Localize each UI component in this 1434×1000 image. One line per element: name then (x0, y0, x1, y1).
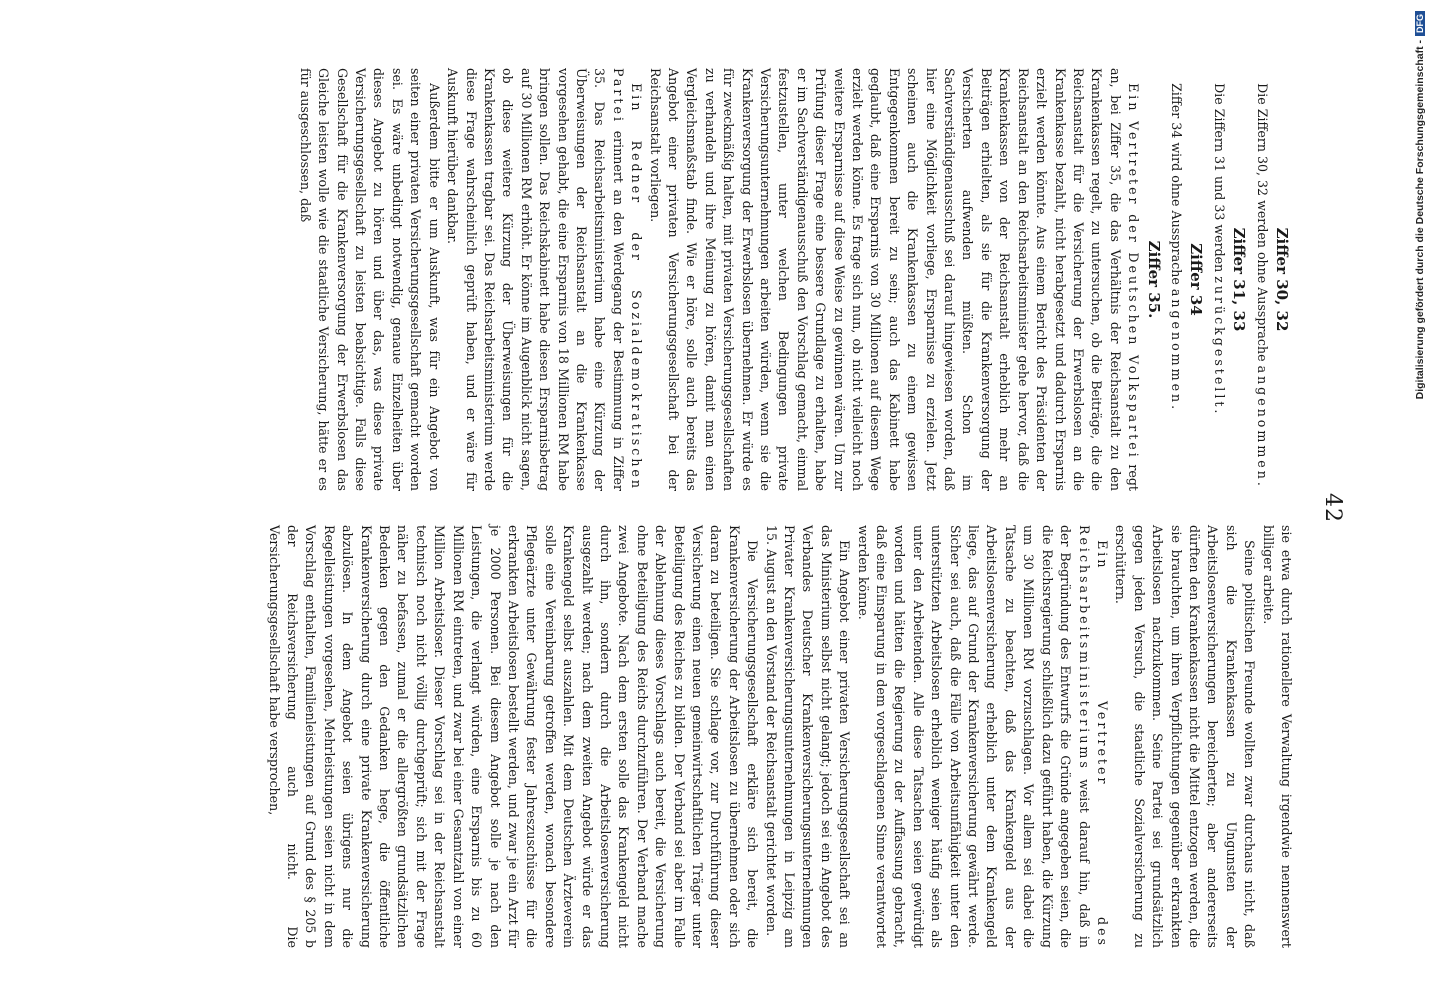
credit-text (1414, 11, 1426, 991)
page-number: 42 (1320, 493, 1345, 523)
text: erinnert an den Werdegang der Bestimmung in Ziffer 35. Das Reichsarbeitsministerium habe eine Kürzung der Überweisungen der Reichsanstalt an die Krankenkasse vorgesehen gehabt, die eine Ersparnis von 18 Millionen RM habe bringen sollen. Das Reichskabinett habe diesen Ersparnisbetrag auf 30 Millionen RM erhöht. Er könne im Augenblick nicht sagen, ob diese weitere Kürzung der Überweisungen für die Krankenkassen tragbar sei. Das Reichsarbeitsministerium werde diese Frage wahrscheinlich geprüft haben, und er wäre für Auskunft hierüber dankbar. (445, 68, 626, 491)
text-spaced: angenommen. (1254, 365, 1270, 489)
paragraph (645, 68, 1142, 491)
text: Die Ziffern 30, 32 werden ohne Aussprache (1254, 83, 1270, 362)
paragraph (443, 68, 645, 491)
scanned-page (90, 58, 1350, 958)
paragraph: Ein Angebot einer privaten Versicherungsgesellschaft sei an das Ministerium selbst nicht gelangt; jedoch sei ein Angebot des Verbandes Deutscher Krankenversicherungsunternehmungen Privater Krankenversicherungsunternehmungen in Leipzig am 15. August an den Vorstand der Reichsanstalt gerichtet worden. (763, 525, 853, 948)
text: weist darauf hin, daß in der Begründung des Entwurfs die Gründe angegeben seien, die die Reichsregierung schließlich dazu geführt haben, die Kürzung um 30 Millionen RM vorzuschlagen. Vor allem sei dabei die Tatsache zu beachten, daß das Krankengeld aus der Arbeitslosenversicherung erheblich unter dem Krankengeld liege, das auf Grund der Krankenversicherung gewährt werde. Sicher sei auch, daß die Fälle von Arbeitsunfähigkeit unter den unterstützten Arbeitslosen erheblich weniger häufig seien als unter den Arbeitenden. Alle diese Tatsachen seien gewürdigt worden und hätten die Regierung zu der Auffassung gebracht, daß eine Einsparung in dem vorgeschlagenen Sinne verantwortet werden könne. (855, 525, 1092, 948)
heading-ziffer-35: Ziffer 35. (1144, 240, 1163, 319)
paragraph (1167, 68, 1185, 491)
text-spaced: angenommen. (1168, 288, 1184, 413)
paragraph (1252, 68, 1270, 491)
speaker: Ein Vertreter des Reichsarbeitsministeriums (1076, 525, 1110, 948)
paragraph (853, 525, 1111, 948)
text: Die Ziffern 31 und 33 werden (1211, 83, 1227, 273)
left-column (100, 68, 1295, 491)
paragraph: Die Versicherungsgesellschaft erkläre sich bereit, die Krankenversicherung der Arbeitslosen zu übernehmen oder sich daran zu beteiligen. Sie schlage vor, zur Durchführung dieser Versicherung einen neuen gemeinwirtschaftlichen Träger unter Beteiligung des Reiches zu bilden. Der Verband sei aber im Falle der Ablehnung dieses Vorschlags auch bereit, die Versicherung ohne Beteiligung des Reichs durchzuführen. Der Verband mache zwei Angebote. Nach dem ersten solle das Krankengeld nicht durch ihn, sondern durch die Arbeitslosenversicherung ausgezahlt werden; nach dem zweiten Angebot würde er das Krankengeld selbst auszahlen. Mit dem Deutschen Ärzteverein solle eine Vereinbarung getroffen werden, wonach besondere Pflegeärzte unter Gewährung fester Jahreszuschüsse für die erkrankten Arbeitslosen bestellt werden, und zwar je ein Arzt für je 2000 Personen. Bei diesem Angebot solle je nach den Leistungen, die verlangt würden, eine Ersparnis bis zu 60 Millionen RM eintreten, und zwar bei einer Gesamtzahl von einer Million Arbeitsloser. Dieser Vorschlag sei in der Reichsanstalt technisch noch nicht völlig durchgeprüft; sich mit der Frage näher zu befassen, zumal er die allergrößten grundsätzlichen Bedenken gegen den Gedanken hege, die öffentliche Krankenversicherung durch eine private Krankenversicherung abzulösen. In dem Angebot seien übrigens nur die Regelleistungen vorgesehen, Mehrleistungen seien nicht in dem Vorschlag enthalten, Familienleistungen auf Grund des § 205 b der Reichsversicherung auch nicht. Die Versicherungsgesellschaft habe versprochen, (266, 525, 761, 948)
speaker: Ein Vertreter der Deutschen Volkspartei (1126, 83, 1142, 460)
heading-ziffer-30-32: Ziffer 30, 32 (1273, 227, 1291, 332)
paragraph: Seine politischen Freunde wollten zwar durchaus nicht, daß sich die Krankenkassen zu Ungunsten der Arbeitslosenversicherungen bereicherten; aber andererseits dürften den Krankenkassen nicht die Mittel entzogen werden, die sie brauchten, um ihren Verpflichtungen gegenüber erkrankten Arbeitslosen nachzukommen. Seine Partei sei grundsätzlich gegen jeden Versuch, die staatliche Sozialversicherung zu erschüttern. (1113, 525, 1258, 948)
page-content (95, 68, 1345, 948)
paragraph: sie etwa durch rationellere Verwaltung irgendwie nennenswert billiger arbeite. (1260, 525, 1294, 948)
digitization-credit (1412, 8, 1428, 993)
heading-ziffer-31-33: Ziffer 31, 33 (1230, 227, 1249, 332)
heading-ziffer-34: Ziffer 34 (1187, 243, 1206, 316)
paragraph (1209, 68, 1227, 491)
paragraph: Außerdem bitte er um Auskunft, was für ein Angebot von seiten einer privaten Versicherungsgesellschaft gemacht worden sei. Es wäre unbedingt notwendig, genaue Einzelheiten über dieses Angebot zu hören und über das, was diese private Versicherungsgesellschaft zu leisten beabsichtige. Falls diese Gesellschaft für die Krankenversorgung der Erwerbslosen das Gleiche leisten wolle wie die staatliche Versicherung, hätte er es für ausgeschlossen, daß (297, 68, 442, 491)
text: regt an, bei Ziffer 35, die das Verhältnis der Reichsanstalt zu den Krankenkassen regelt, zu untersuchen, ob die Beiträge, die die Reichsanstalt für die Versicherung der Erwerbslosen an die Krankenkasse bezahlt, nicht herabgesetzt und dadurch Ersparnis erzielt werden könnte. Aus einem Bericht des Präsidenten der Reichsanstalt an den Reichsarbeitsminister gehe hervor, daß die Krankenkassen von der Reichsanstalt erheblich mehr an Beiträgen erhielten, als sie für die Krankenversorgung der Versicherten aufwenden müßten. Schon im Sachverständigenausschuß sei darauf hingewiesen worden, daß hier eine Möglichkeit vorliege, Ersparnisse zu erzielen. Jetzt scheinen auch die Krankenkassen zu einem gewissen Entgegenkommen bereit zu sein; auch das Kabinett habe geglaubt, daß eine Ersparnis von 30 Millionen auf diesem Wege erzielt werden könne. Es frage sich nun, ob nicht vielleicht noch weitere Ersparnisse auf diese Weise zu gewinnen wären. Um zur Prüfung dieser Frage eine bessere Grundlage zu erhalten, habe er im Sachverständigenausschuß den Vorschlag gemacht, einmal festzustellen, unter welchen Bedingungen private Versicherungsunternehmungen arbeiten würden, wenn sie die Krankenversorgung der Erwerbslosen übernehmen. Er würde es für zweckmäßig halten, mit privaten Versicherungsgesellschaften zu verhandeln und ihre Meinung zu hören, damit man einen Vergleichsmaßstab finde. Wie er höre, solle auch bereits das Angebot einer privaten Versicherungsgesellschaft bei der Reichsanstalt vorliegen. (647, 68, 1142, 491)
text: Ziffer 34 wird ohne Aussprache (1168, 83, 1184, 285)
text-columns (100, 68, 1295, 948)
text-spaced: zurückgestellt. (1211, 276, 1227, 417)
speaker: Ein Redner der Sozialdemokratischen Partei (610, 68, 645, 491)
right-column (100, 525, 1295, 948)
dfg-logo: DFG (1415, 11, 1425, 36)
credit-label: Digitalisierung gefördert durch die Deutsche Forschungsgemeinschaft - (1414, 39, 1426, 399)
